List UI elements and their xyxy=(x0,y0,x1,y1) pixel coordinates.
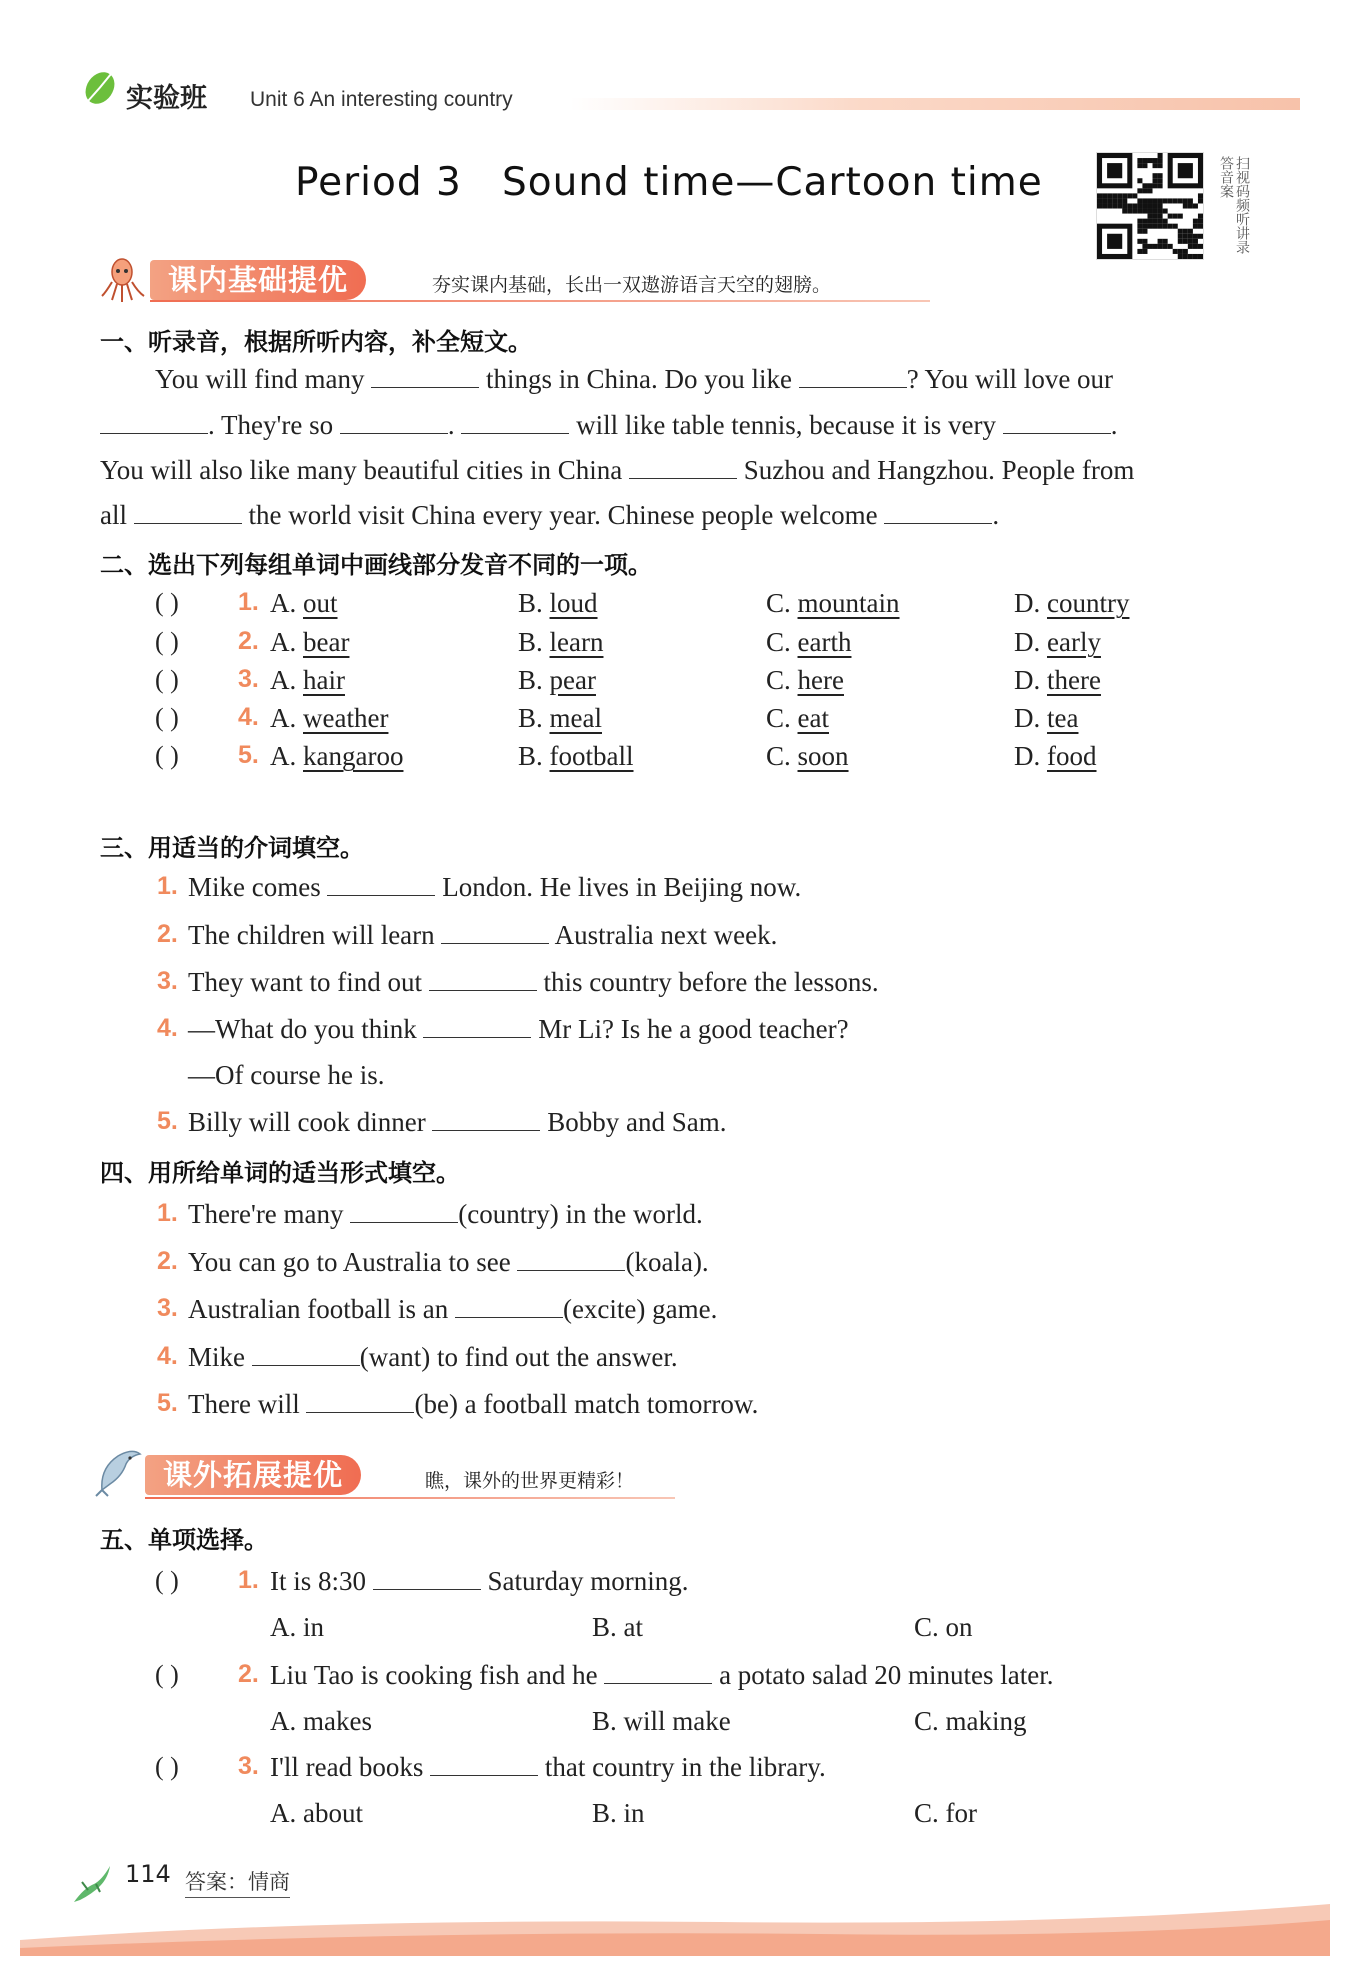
option-word: eat xyxy=(797,703,829,733)
question-number: 3. xyxy=(238,1752,259,1780)
question-text: a potato salad 20 minutes later. xyxy=(719,1660,1054,1690)
question-line xyxy=(270,1566,689,1597)
option xyxy=(766,588,900,619)
option-letter: D. xyxy=(1014,741,1041,771)
blank[interactable] xyxy=(429,968,537,991)
question-text: Billy will cook dinner xyxy=(188,1107,426,1137)
part5-heading: 五、单项选择。 xyxy=(100,1526,268,1554)
page-title: Period 3 Sound time—Cartoon time xyxy=(295,160,1043,205)
section-divider-out xyxy=(145,1497,675,1499)
part1-line-3: You will also like many beautiful cities in China Suzhou and Hangzhou. People from xyxy=(100,455,1135,485)
option-letter: A. xyxy=(270,588,297,618)
blank[interactable] xyxy=(461,411,569,434)
answer-bracket[interactable]: ( ) xyxy=(155,1566,179,1595)
option-word: country xyxy=(1047,588,1130,618)
question-text: There will xyxy=(188,1389,300,1419)
option-letter: C. xyxy=(766,588,791,618)
option-letter: C. xyxy=(914,1612,939,1642)
option xyxy=(1014,665,1101,696)
question-number: 5. xyxy=(238,741,259,769)
question-number: 5. xyxy=(157,1389,178,1417)
question-text: (koala). xyxy=(625,1247,709,1277)
option-word: football xyxy=(549,741,634,771)
section-banner-out: 课外拓展提优 xyxy=(145,1455,361,1495)
part2-heading: 二、选出下列每组单词中画线部分发音不同的一项。 xyxy=(100,551,652,579)
option xyxy=(270,1706,372,1737)
question-number: 1. xyxy=(157,1199,178,1227)
blank[interactable] xyxy=(327,873,435,896)
option xyxy=(592,1798,645,1829)
blank[interactable] xyxy=(432,1108,540,1131)
question-line xyxy=(188,1247,709,1278)
option-word: here xyxy=(797,665,844,695)
blank[interactable] xyxy=(1003,411,1111,434)
leaf-logo-icon xyxy=(80,68,120,106)
option-word: out xyxy=(303,588,338,618)
unit-label: Unit 6 An interesting country xyxy=(250,88,513,111)
question-text: that country in the library. xyxy=(544,1752,826,1782)
answer-bracket[interactable]: ( ) xyxy=(155,665,179,694)
option-word: on xyxy=(945,1612,973,1642)
question-text: They want to find out xyxy=(188,967,422,997)
option-word: bear xyxy=(303,627,350,657)
option-letter: D. xyxy=(1014,588,1041,618)
option xyxy=(518,703,602,734)
option xyxy=(1014,627,1101,658)
part1-heading: 一、听录音，根据所听内容，补全短文。 xyxy=(100,328,532,356)
option xyxy=(766,703,829,734)
question-number: 2. xyxy=(157,1247,178,1275)
blank[interactable] xyxy=(306,1390,414,1413)
answer-bracket[interactable]: ( ) xyxy=(155,627,179,656)
option xyxy=(270,627,349,658)
option xyxy=(1014,741,1097,772)
question-number: 4. xyxy=(157,1014,178,1042)
blank[interactable] xyxy=(455,1295,563,1318)
option-word: meal xyxy=(549,703,602,733)
question-number: 3. xyxy=(157,967,178,995)
part4-heading: 四、用所给单词的适当形式填空。 xyxy=(100,1159,460,1187)
question-line xyxy=(188,1342,678,1373)
option xyxy=(270,1612,324,1643)
question-line xyxy=(188,872,801,903)
blank[interactable] xyxy=(517,1248,625,1271)
option-word: makes xyxy=(303,1706,372,1736)
question-text: You can go to Australia to see xyxy=(188,1247,511,1277)
question-line xyxy=(270,1660,1053,1691)
question-number: 2. xyxy=(238,1660,259,1688)
option xyxy=(914,1612,973,1643)
question-text: (country) in the world. xyxy=(458,1199,703,1229)
option-word: tea xyxy=(1047,703,1079,733)
option-word: earth xyxy=(797,627,852,657)
option-word: weather xyxy=(303,703,389,733)
part1-line-4: all the world visit China every year. Chinese people welcome . xyxy=(100,500,1000,530)
option-letter: C. xyxy=(766,665,791,695)
option-letter: B. xyxy=(518,703,543,733)
option-word: learn xyxy=(549,627,604,657)
option-word: loud xyxy=(549,588,598,618)
question-text: Australia next week. xyxy=(554,920,778,950)
blank[interactable] xyxy=(629,456,737,479)
option-letter: B. xyxy=(592,1612,617,1642)
blank[interactable] xyxy=(799,365,907,388)
blank[interactable] xyxy=(350,1200,458,1223)
part1-line-2: . They're so . will like table tennis, because it is very . xyxy=(100,410,1117,441)
option xyxy=(270,1798,363,1829)
option xyxy=(592,1612,643,1643)
option-word: in xyxy=(623,1798,645,1828)
option xyxy=(592,1706,731,1737)
question-text: Mike xyxy=(188,1342,245,1372)
question-text: (excite) game. xyxy=(562,1294,718,1324)
question-text: Mr Li? Is he a good teacher? xyxy=(538,1014,849,1044)
option-letter: A. xyxy=(270,665,297,695)
option xyxy=(766,741,849,772)
qr-code-icon[interactable] xyxy=(1096,152,1204,260)
question-text: Saturday morning. xyxy=(487,1566,689,1596)
question-number: 2. xyxy=(157,920,178,948)
blank[interactable] xyxy=(441,921,549,944)
question-number: 4. xyxy=(157,1342,178,1370)
question-text: —Of course he is. xyxy=(188,1060,385,1090)
option xyxy=(518,665,596,696)
footer-wave xyxy=(20,1900,1330,1956)
question-line xyxy=(188,920,777,951)
option-letter: D. xyxy=(1014,665,1041,695)
question-text: I'll read books xyxy=(270,1752,424,1782)
blank[interactable] xyxy=(371,365,479,388)
option xyxy=(270,665,345,696)
option-letter: A. xyxy=(270,1706,297,1736)
part3-heading: 三、用适当的介词填空。 xyxy=(100,834,364,862)
question-number: 1. xyxy=(238,1566,259,1594)
question-number: 5. xyxy=(157,1107,178,1135)
question-line xyxy=(188,1014,849,1045)
question-text: Mike comes xyxy=(188,872,321,902)
squid-mascot-icon xyxy=(98,256,148,304)
answer-bracket[interactable]: ( ) xyxy=(155,703,179,732)
option xyxy=(914,1798,977,1829)
answer-bracket[interactable]: ( ) xyxy=(155,1660,179,1689)
option-letter: B. xyxy=(592,1706,617,1736)
question-text: There're many xyxy=(188,1199,344,1229)
option-word: hair xyxy=(303,665,345,695)
option-letter: B. xyxy=(592,1798,617,1828)
option-word: for xyxy=(945,1798,977,1828)
option xyxy=(1014,588,1129,619)
question-line xyxy=(188,1107,726,1138)
option-letter: B. xyxy=(518,665,543,695)
option-word: mountain xyxy=(797,588,900,618)
option xyxy=(1014,703,1078,734)
answer-bracket[interactable]: ( ) xyxy=(155,588,179,617)
question-line xyxy=(188,1060,384,1091)
question-text: The children will learn xyxy=(188,920,435,950)
option xyxy=(914,1706,1027,1737)
question-line xyxy=(188,1294,717,1325)
blank[interactable] xyxy=(134,501,242,524)
option-letter: C. xyxy=(914,1706,939,1736)
option-word: there xyxy=(1047,665,1101,695)
option-word: making xyxy=(945,1706,1027,1736)
blank[interactable] xyxy=(884,501,992,524)
question-text: It is 8:30 xyxy=(270,1566,367,1596)
option xyxy=(270,703,388,734)
question-text: —What do you think xyxy=(188,1014,417,1044)
page-number: 114 xyxy=(125,1860,171,1888)
blank[interactable] xyxy=(340,411,448,434)
question-number: 4. xyxy=(238,703,259,731)
option-word: in xyxy=(303,1612,325,1642)
question-line xyxy=(188,967,879,998)
question-number: 1. xyxy=(238,588,259,616)
option xyxy=(518,627,603,658)
question-number: 3. xyxy=(157,1294,178,1322)
blank[interactable] xyxy=(252,1343,360,1366)
option-letter: A. xyxy=(270,703,297,733)
blank[interactable] xyxy=(100,411,208,434)
option xyxy=(518,588,598,619)
question-line xyxy=(188,1389,758,1420)
option-letter: B. xyxy=(518,627,543,657)
option-word: about xyxy=(303,1798,363,1828)
option xyxy=(518,741,634,772)
question-text: Liu Tao is cooking fish and he xyxy=(270,1660,598,1690)
section-motto-out: 瞧，课外的世界更精彩！ xyxy=(425,1470,635,1492)
question-text: London. He lives in Beijing now. xyxy=(442,872,802,902)
part1-line-1: You will find many things in China. Do you like ? You will love our xyxy=(155,364,1114,394)
question-text: this country before the lessons. xyxy=(543,967,879,997)
option-word: early xyxy=(1047,627,1101,657)
dolphin-mascot-icon xyxy=(94,1446,146,1498)
option xyxy=(270,741,403,772)
question-line xyxy=(188,1199,703,1230)
option-letter: C. xyxy=(766,703,791,733)
option-letter: A. xyxy=(270,1798,297,1828)
option-letter: D. xyxy=(1014,627,1041,657)
brand-label: 实验班 xyxy=(126,83,207,114)
blank[interactable] xyxy=(430,1753,538,1776)
section-divider-in xyxy=(150,300,930,302)
option-letter: A. xyxy=(270,741,297,771)
qr-caption: 扫视码频听讲录答音案 xyxy=(1218,156,1250,254)
option-word: pear xyxy=(549,665,596,695)
option-letter: C. xyxy=(766,741,791,771)
blank[interactable] xyxy=(604,1661,712,1684)
section-motto-in: 夯实课内基础，长出一双遨游语言天空的翅膀。 xyxy=(432,274,832,296)
answer-bracket[interactable]: ( ) xyxy=(155,1752,179,1781)
question-text: (be) a football match tomorrow. xyxy=(414,1389,759,1419)
question-text: Bobby and Sam. xyxy=(547,1107,727,1137)
option-word: soon xyxy=(797,741,849,771)
blank[interactable] xyxy=(423,1015,531,1038)
section-banner-in: 课内基础提优 xyxy=(150,260,366,300)
option-word: at xyxy=(623,1612,644,1642)
answer-bracket[interactable]: ( ) xyxy=(155,741,179,770)
option-word: kangaroo xyxy=(303,741,404,771)
option-letter: B. xyxy=(518,588,543,618)
option-letter: A. xyxy=(270,1612,297,1642)
option xyxy=(766,665,844,696)
option-word: food xyxy=(1047,741,1097,771)
blank[interactable] xyxy=(373,1567,481,1590)
question-number: 3. xyxy=(238,665,259,693)
option-word: will make xyxy=(623,1706,731,1736)
question-text: (want) to find out the answer. xyxy=(359,1342,678,1372)
option-letter: C. xyxy=(766,627,791,657)
option xyxy=(766,627,851,658)
question-number: 2. xyxy=(238,627,259,655)
option-letter: B. xyxy=(518,741,543,771)
option-letter: C. xyxy=(914,1798,939,1828)
option xyxy=(270,588,338,619)
option-letter: D. xyxy=(1014,703,1041,733)
footer-answer-label: 答案：情商 xyxy=(185,1866,290,1898)
option-letter: A. xyxy=(270,627,297,657)
question-line xyxy=(270,1752,826,1783)
question-text: Australian football is an xyxy=(188,1294,449,1324)
header-stripe xyxy=(570,98,1300,110)
question-number: 1. xyxy=(157,872,178,900)
